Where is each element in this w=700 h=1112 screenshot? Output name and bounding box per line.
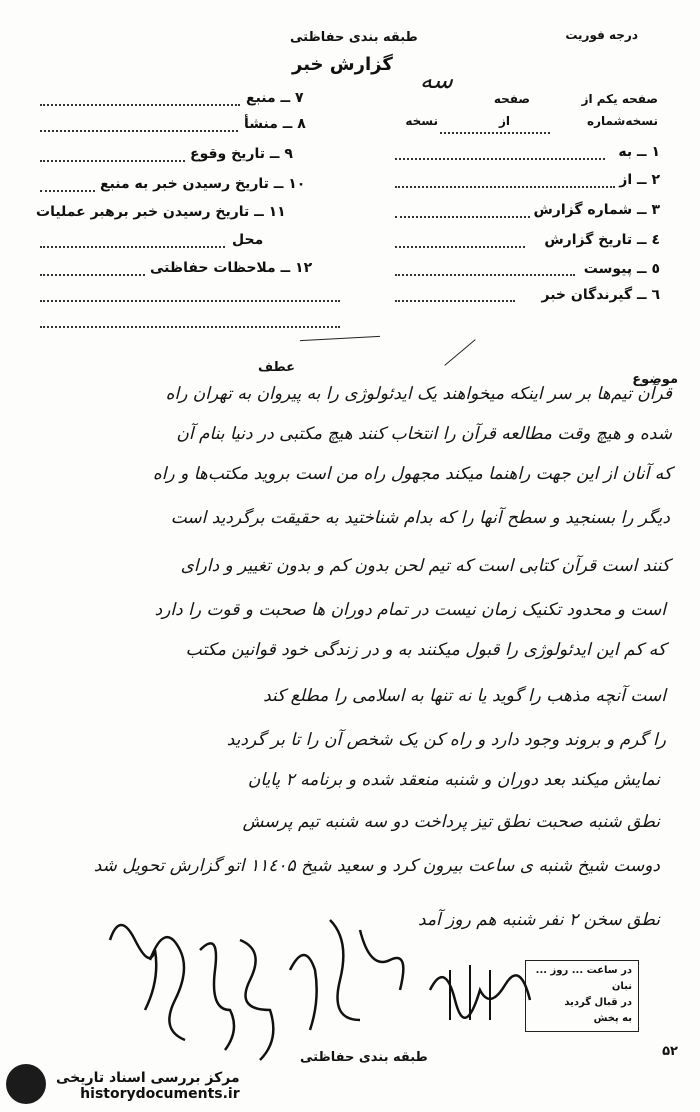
page-number: ۵۲	[662, 1044, 678, 1059]
field-date-to-source: ۱۰ ــ تاریخ رسیدن خبر به منبع	[100, 176, 306, 192]
priority-label: درجه فوریت	[565, 28, 638, 42]
body-line: نمایش میکند بعد دوران و شنبه منعقد شده و برنامه ۲ پایان	[247, 770, 660, 790]
field-source: ۷ ــ منبع	[246, 90, 304, 106]
watermark-name: مرکز بررسی اسناد تاریخی	[56, 1070, 240, 1086]
body-line: که آنان از این جهت راهنما میکند مجهول راه من است بروید مکتب‌ها و راه	[152, 464, 672, 484]
field-to: ۱ ــ به	[618, 144, 660, 160]
field-origin: ۸ ــ منشأ	[244, 116, 306, 132]
body-line: دوست شیخ شنبه ی ساعت بیرون کرد و سعید شیخ ۱۱٤۰۵ اتو گزارش تحویل شد	[93, 856, 660, 876]
classification-top: طبقه بندی حفاظتی	[290, 30, 418, 45]
field-location: محل	[232, 232, 264, 248]
subject-label: موضوع	[632, 372, 678, 387]
reference-label: عطف	[258, 360, 296, 375]
body-line: قرآن تیم‌ها بر سر اینکه میخواهند یک ایدئولوژی را به پیروان به تهران راه	[165, 384, 672, 404]
field-security-notes: ۱۲ ــ ملاحظات حفاظتی	[150, 260, 313, 276]
classification-bottom: طبقه بندی حفاظتی	[300, 1050, 428, 1065]
copy-number-label: نسخه‌شماره	[587, 114, 658, 128]
field-attachment: ٥ ــ پیوست	[583, 261, 660, 277]
body-line: را گرم و بروند وجود دارد و راه کن یک شخص آن را تا بر گردید	[226, 730, 666, 750]
receipt-stamp: در ساعت ... روز ... نبان در قبال گردید به پخش	[525, 960, 639, 1032]
body-line: که کم این ایدئولوژی را قبول میکنند به و در زندگی خود قوانین مکتب	[185, 640, 666, 660]
field-report-number: ۳ ــ شماره گزارش	[533, 202, 660, 218]
field-from: ۲ ــ از	[619, 172, 660, 188]
watermark-url: historydocuments.ir	[80, 1086, 240, 1102]
field-recipients: ٦ ــ گیرندگان خبر	[541, 287, 660, 303]
archive-logo-icon	[6, 1064, 46, 1104]
field-report-date: ٤ ــ تاریخ گزارش	[544, 232, 660, 248]
watermark	[56, 1070, 240, 1102]
copy-suffix-label: نسخه	[405, 114, 438, 128]
document-title: گزارش خبر	[292, 54, 393, 75]
page-label: صفحه یکم از	[581, 92, 658, 106]
body-line: نطق سخن ۲ نفر شنبه هم روز آمد	[418, 910, 660, 930]
body-line: دیگر را بسنجید و سطح آنها را که بدام شناختید به حقیقت برگردید است	[170, 508, 670, 528]
body-line: کنند است قرآن کتابی است که تیم لحن بدون کم و بدون تغییر و دارای	[180, 556, 670, 576]
handwritten-page-count: سه	[420, 66, 453, 94]
body-line: است و محدود تکنیک زمان نیست در تمام دوران ها صحبت و قوت را دارد	[154, 600, 666, 620]
body-line: نطق شنبه صحبت نطق تیز پرداخت دو سه شنبه تیم پرسش	[242, 812, 660, 832]
copy-from-label: از	[498, 114, 510, 128]
field-date-to-operations: ۱۱ ــ تاریخ رسیدن خبر برهبر عملیات	[36, 204, 286, 220]
body-line: شده و هیچ وقت مطالعه قرآن را انتخاب کنند هیچ مکتبی در دنیا بنام آن	[176, 424, 672, 444]
page-suffix: صفحه	[493, 92, 530, 106]
field-event-date: ۹ ــ تاریخ وقوع	[190, 146, 293, 162]
stamp-signature	[420, 950, 540, 1030]
body-line: است آنچه مذهب را گوید یا نه تنها به اسلامی را مطلع کند	[263, 686, 666, 706]
